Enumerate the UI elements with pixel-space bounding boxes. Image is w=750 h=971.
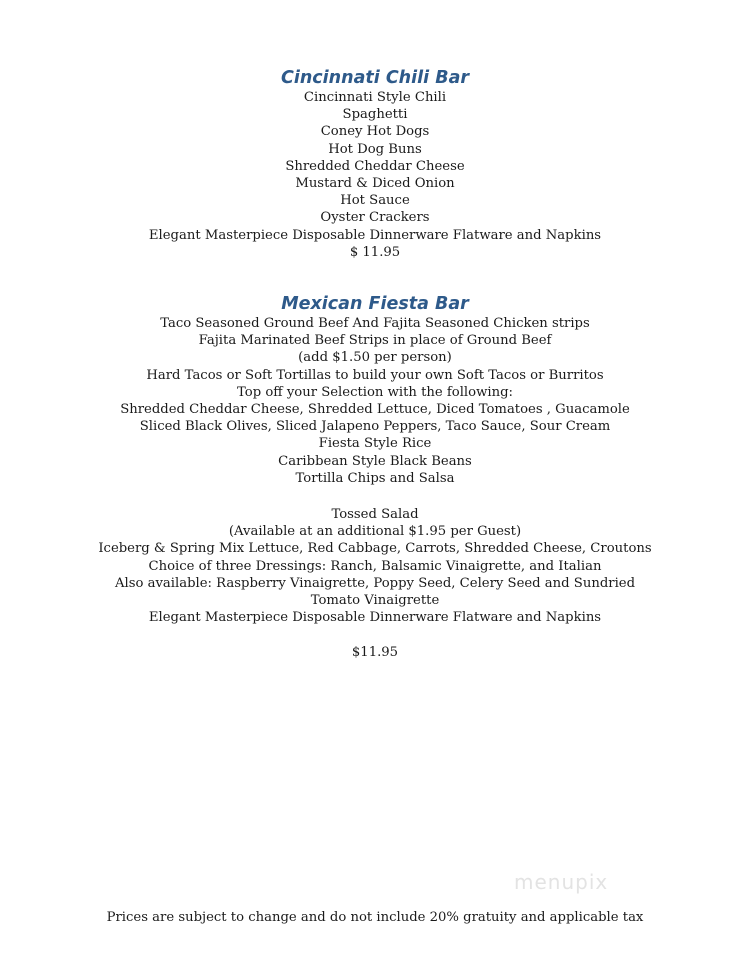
fiesta-bar-section (0, 293, 750, 487)
menu-item: Spaghetti (342, 107, 408, 123)
menu-item: Taco Seasoned Ground Beef And Fajita Seasoned Chicken strips (160, 316, 590, 331)
spacer (0, 626, 750, 643)
chili-bar-title: Cincinnati Chili Bar (280, 68, 470, 88)
menu-item: Top off your Selection with the following: (237, 384, 513, 400)
chili-bar-price: $ 11.95 (349, 244, 401, 260)
fiesta-bar-title: Mexican Fiesta Bar (281, 294, 469, 314)
menu-item: Sliced Black Olives, Sliced Jalapeno Peppers, Taco Sauce, Sour Cream (139, 419, 611, 435)
menu-item: Tomato Vinaigrette (310, 592, 440, 608)
menu-item: Fiesta Style Rice (318, 436, 432, 452)
menu-item: Mustard & Diced Onion (295, 175, 455, 191)
tossed-salad-section (0, 506, 750, 661)
menu-item: Choice of three Dressings: Ranch, Balsamic Vinaigrette, and Italian (148, 558, 602, 574)
menu-item: (Available at an additional $1.95 per Guest) (228, 524, 522, 540)
chili-bar-section (0, 67, 750, 261)
menu-item: Cincinnati Style Chili (303, 90, 447, 105)
menu-item: Oyster Crackers (320, 210, 430, 226)
menupix-watermark: menupix (514, 870, 609, 894)
menu-item: Tortilla Chips and Salsa (295, 470, 455, 486)
menu-item: Elegant Masterpiece Disposable Dinnerware Flatware and Napkins (148, 610, 602, 626)
menu-item: Fajita Marinated Beef Strips in place of Ground Beef (198, 333, 552, 349)
menu-item: Shredded Cheddar Cheese (285, 158, 465, 174)
salad-title: Tossed Salad (331, 507, 419, 522)
menu-item: (add $1.50 per person) (298, 350, 452, 366)
menu-item: Hot Sauce (340, 193, 410, 209)
menu-item: Caribbean Style Black Beans (278, 453, 472, 469)
menu-item: Shredded Cheddar Cheese, Shredded Lettuce, Diced Tomatoes , Guacamole (120, 401, 630, 417)
menu-item: Iceberg & Spring Mix Lettuce, Red Cabbage, Carrots, Shredded Cheese, Croutons (98, 541, 652, 557)
menu-item: Elegant Masterpiece Disposable Dinnerware Flatware and Napkins (148, 227, 602, 243)
menu-item: Also available: Raspberry Vinaigrette, Poppy Seed, Celery Seed and Sundried (114, 575, 636, 591)
price-disclaimer: Prices are subject to change and do not include 20% gratuity and applicable tax (106, 910, 644, 925)
menu-item: Hard Tacos or Soft Tortillas to build your own Soft Tacos or Burritos (146, 367, 604, 383)
fiesta-bar-price: $11.95 (351, 644, 399, 660)
menu-item: Coney Hot Dogs (320, 124, 430, 140)
menu-item: Hot Dog Buns (328, 141, 422, 157)
